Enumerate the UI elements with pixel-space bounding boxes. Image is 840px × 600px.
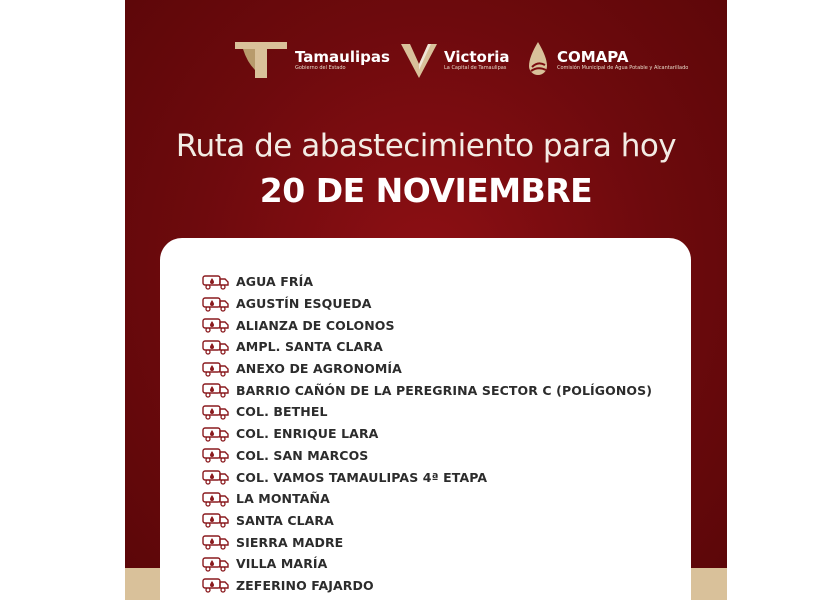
water-truck-icon xyxy=(202,426,230,442)
victoria-sub: La Capital de Tamaulipas xyxy=(444,65,507,71)
route-item-label: SANTA CLARA xyxy=(236,512,334,528)
victoria-logo xyxy=(400,36,510,84)
victoria-v-icon xyxy=(400,40,438,80)
comapa-logo xyxy=(525,36,688,84)
water-truck-icon xyxy=(202,317,230,333)
route-item-label: ANEXO DE AGRONOMÍA xyxy=(236,361,402,377)
water-drop-icon xyxy=(525,41,551,79)
water-truck-icon xyxy=(202,469,230,485)
route-item xyxy=(202,314,652,336)
route-list xyxy=(202,271,652,596)
water-truck-icon xyxy=(202,534,230,550)
water-truck-icon xyxy=(202,404,230,420)
logo-bar xyxy=(125,36,727,84)
route-item xyxy=(202,336,652,358)
comapa-name: COMAPA xyxy=(557,48,629,66)
victoria-name: Victoria xyxy=(444,48,510,66)
route-item xyxy=(202,358,652,380)
route-item-label: ZEFERINO FAJARDO xyxy=(236,577,374,593)
heading-line-1: Ruta de abastecimiento para hoy xyxy=(175,128,677,164)
water-truck-icon xyxy=(202,512,230,528)
route-item xyxy=(202,575,652,597)
route-item xyxy=(202,401,652,423)
poster xyxy=(125,0,727,600)
water-truck-icon xyxy=(202,296,230,312)
water-truck-icon xyxy=(202,491,230,507)
route-item xyxy=(202,445,652,467)
water-truck-icon xyxy=(202,339,230,355)
route-item-label: COL. BETHEL xyxy=(236,404,328,420)
route-item xyxy=(202,466,652,488)
water-truck-icon xyxy=(202,382,230,398)
tamaulipas-t-icon xyxy=(233,40,289,80)
route-item xyxy=(202,271,652,293)
route-item-label: AGUA FRÍA xyxy=(236,274,314,290)
route-item-label: SIERRA MADRE xyxy=(236,534,344,550)
tamaulipas-name: Tamaulipas xyxy=(295,48,390,66)
route-item xyxy=(202,553,652,575)
route-item-label: VILLA MARÍA xyxy=(236,556,328,572)
route-item xyxy=(202,510,652,532)
route-item xyxy=(202,379,652,401)
route-item-label: LA MONTAÑA xyxy=(236,491,330,507)
water-truck-icon xyxy=(202,274,230,290)
water-truck-icon xyxy=(202,577,230,593)
route-item-label: COL. ENRIQUE LARA xyxy=(236,426,379,442)
tamaulipas-sub: Gobierno del Estado xyxy=(295,65,346,71)
route-item-label: BARRIO CAÑÓN DE LA PEREGRINA SECTOR C (POLÍGONOS) xyxy=(236,382,653,398)
route-item-label: AMPL. SANTA CLARA xyxy=(236,339,383,355)
water-truck-icon xyxy=(202,556,230,572)
route-item xyxy=(202,423,652,445)
route-item-label: AGUSTÍN ESQUEDA xyxy=(236,296,372,312)
route-item xyxy=(202,488,652,510)
route-item-label: ALIANZA DE COLONOS xyxy=(236,317,395,333)
route-item xyxy=(202,531,652,553)
route-item-label: COL. SAN MARCOS xyxy=(236,447,369,463)
route-item xyxy=(202,293,652,315)
route-item-label: COL. VAMOS TAMAULIPAS 4ª ETAPA xyxy=(236,469,488,485)
heading-date: 20 DE NOVIEMBRE xyxy=(259,171,593,210)
water-truck-icon xyxy=(202,361,230,377)
tamaulipas-logo xyxy=(233,36,390,84)
route-card xyxy=(160,238,691,600)
comapa-sub: Comisión Municipal de Agua Potable y Alcantarillado xyxy=(557,65,689,71)
water-truck-icon xyxy=(202,447,230,463)
